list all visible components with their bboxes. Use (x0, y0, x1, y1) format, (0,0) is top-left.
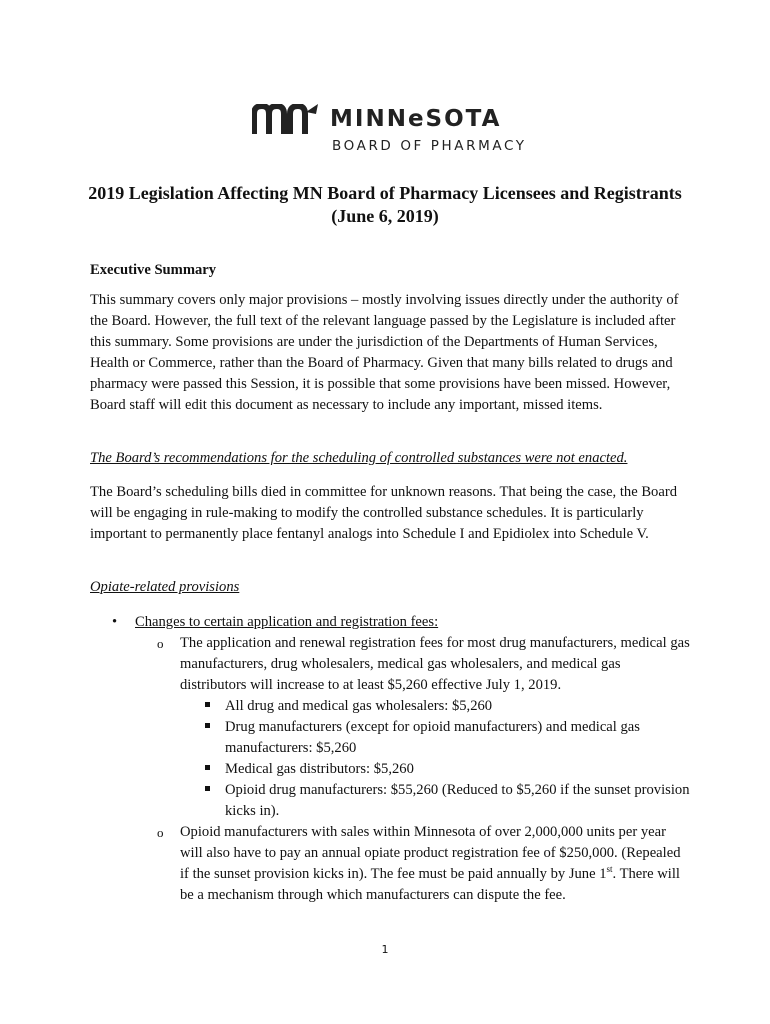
logo-subtitle: BOARD OF PHARMACY (332, 138, 527, 154)
fee-sublist (135, 633, 690, 906)
list-item (90, 612, 690, 906)
list-item (180, 780, 690, 822)
fee-item: All drug and medical gas wholesalers: $5,260 (225, 698, 493, 714)
page-number: 1 (381, 943, 389, 956)
square-bullet-icon (205, 702, 210, 707)
fee-item: Medical gas distributors: $5,260 (225, 761, 414, 777)
minnesota-logo-icon (252, 104, 318, 134)
registration-fee-text: The application and renewal registration fees for most drug manufacturers, medical gas manufacturers, drug wholesalers, medical gas wholesalers, and medical gas distributors will increase to at least $5,260 effective July 1, 2019. (180, 635, 690, 693)
list-item (135, 633, 690, 822)
opiate-heading: Opiate-related provisions (90, 579, 240, 595)
board-logo (250, 100, 530, 160)
opiate-registration-text: Opioid manufacturers with sales within Minnesota of over 2,000,000 units per year will also have to pay an annual opiate product registration fee of $250,000. (Repealed if the sunset provision kicks in). The fee must be paid annually by June 1 (180, 824, 681, 882)
ordinal-suffix: st (606, 864, 613, 875)
scheduling-paragraph: The Board’s scheduling bills died in committee for unknown reasons. That being the case, the Board will be engaging in rule-making to modify the controlled substance schedules. It is particularly important to permanently place fentanyl analogs into Schedule I and Epidiolex into Schedule V. (90, 484, 677, 542)
list-item (180, 759, 690, 780)
list-item (180, 717, 690, 759)
circle-bullet-icon: o (157, 636, 164, 651)
dispute-text: . There will be a mechanism through which manufacturers can dispute the fee. (180, 866, 680, 903)
list-item (135, 822, 690, 906)
logo-name: MINNeSOTA (330, 106, 502, 132)
square-bullet-icon (205, 723, 210, 728)
fee-amount-list (180, 696, 690, 822)
fee-changes-label: Changes to certain application and registration fees: (135, 614, 439, 630)
document-title (80, 182, 690, 228)
square-bullet-icon (205, 786, 210, 791)
list-item (180, 696, 690, 717)
bullet-icon: • (112, 614, 118, 630)
scheduling-heading: The Board’s recommendations for the scheduling of controlled substances were not enacted. (90, 450, 628, 466)
square-bullet-icon (205, 765, 210, 770)
title-line-1: 2019 Legislation Affecting MN Board of Pharmacy Licensees and Registrants (88, 183, 682, 203)
title-line-2: (June 6, 2019) (331, 206, 439, 226)
opiate-list (90, 612, 690, 906)
circle-bullet-icon: o (157, 825, 164, 840)
fee-item: Drug manufacturers (except for opioid manufacturers) and medical gas manufacturers: $5,260 (225, 719, 640, 756)
fee-item: Opioid drug manufacturers: $55,260 (Reduced to $5,260 if the sunset provision kicks in). (225, 782, 690, 819)
executive-summary-heading: Executive Summary (90, 262, 217, 278)
executive-summary-paragraph: This summary covers only major provisions – mostly involving issues directly under the authority of the Board. However, the full text of the relevant language passed by the Legislature is included after this summary. Some provisions are under the jurisdiction of the Departments of Human Services, Health or Commerce, rather than the Board of Pharmacy. Given that many bills related to drugs and pharmacy were passed this Session, it is possible that some provisions have been missed. However, Board staff will edit this document as necessary to include any important, missed items. (90, 292, 679, 413)
